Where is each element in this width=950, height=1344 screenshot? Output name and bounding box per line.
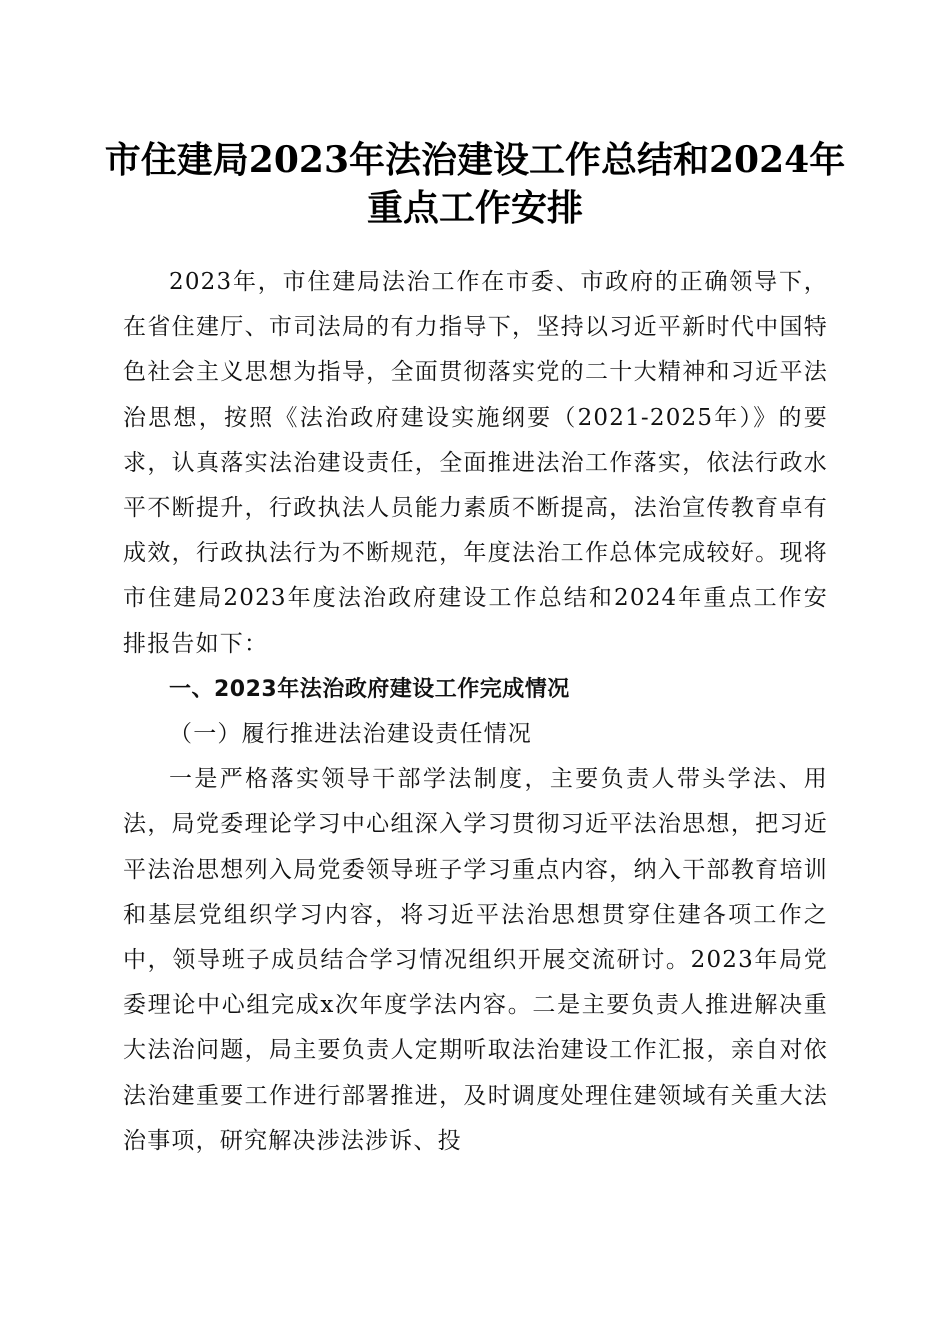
- body-paragraph: 一是严格落实领导干部学法制度，主要负责人带头学法、用法，局党委理论学习中心组深入学习贯彻习近平法治思想，把习近平法治思想列入局党委领导班子学习重点内容，纳入干部教育培训和基层党组织学习内容，将习近平法治思想贯穿住建各项工作之中，领导班子成员结合学习情况组织开展交流研讨。2023年局党委理论中心组完成x次年度学法内容。二是主要负责人推进解决重大法治问题，局主要负责人定期听取法治建设工作汇报，亲自对依法治建重要工作进行部署推进，及时调度处理住建领域有关重大法治事项，研究解决涉法涉诉、投: [123, 766, 828, 1154]
- intro-paragraph: 2023年，市住建局法治工作在市委、市政府的正确领导下，在省住建厅、市司法局的有力指导下，坚持以习近平新时代中国特色社会主义思想为指导，全面贯彻落实党的二十大精神和习近平法治思想，按照《法治政府建设实施纲要（2021-2025年）》的要求，认真落实法治建设责任，全面推进法治工作落实，依法行政水平不断提升，行政执法人员能力素质不断提高，法治宣传教育卓有成效，行政执法行为不断规范，年度法治工作总体完成较好。现将市住建局2023年度法治政府建设工作总结和2024年重点工作安排报告如下：: [123, 269, 828, 657]
- section-heading: 一、2023年法治政府建设工作完成情况: [169, 676, 570, 702]
- document-body: [123, 260, 828, 1164]
- subsection-heading: （一）履行推进法治建设责任情况: [169, 721, 532, 748]
- document-title-line-2: 重点工作安排: [366, 187, 583, 229]
- document-title-line-1: 市住建局2023年法治建设工作总结和2024年: [104, 139, 846, 181]
